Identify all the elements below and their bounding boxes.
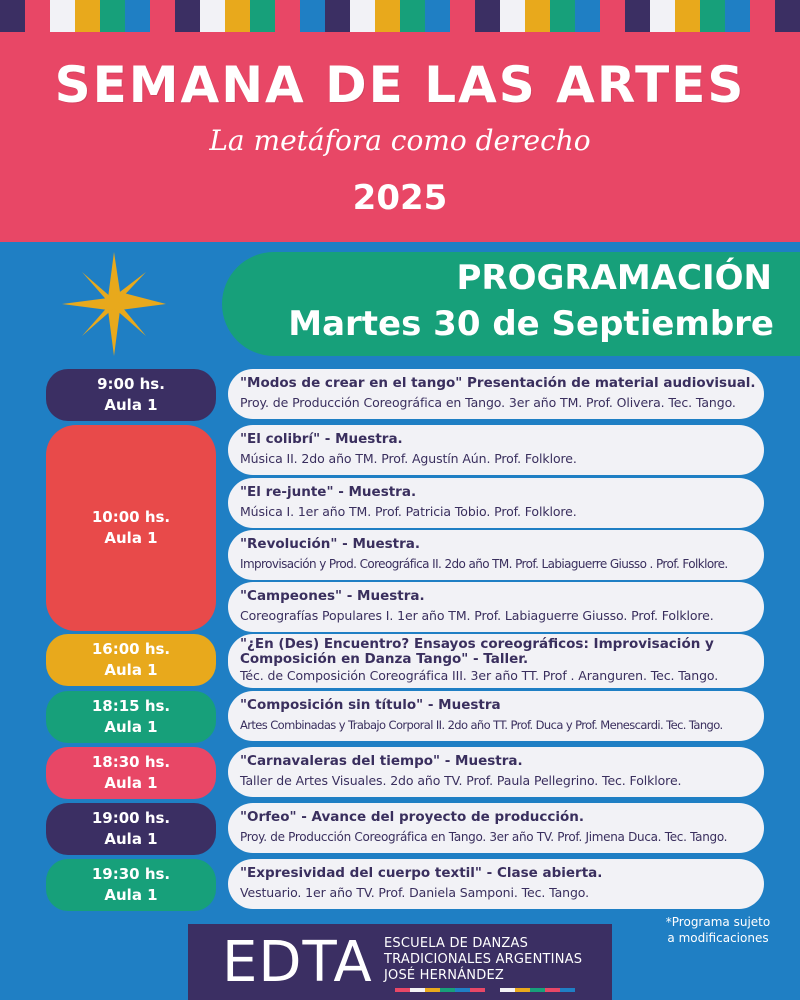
event-card-revolucion (228, 530, 764, 580)
logo-stripe-segment (485, 988, 500, 992)
event-title: "Expresividad del cuerpo textil" - Clase abierta. (240, 865, 603, 881)
stripe-segment (525, 0, 550, 32)
event-card-en-des-encuentro (228, 634, 764, 688)
event-card-carnavaleras (228, 747, 764, 797)
stripe-segment (775, 0, 800, 32)
event-title: "¿En (Des) Encuentro? Ensayos coreográficos: Improvisación y Composición en Danza Tango" - Taller. (240, 636, 714, 667)
logo-stripe-segment (440, 988, 455, 992)
event-detail: Música II. 2do año TM. Prof. Agustín Aún. Prof. Folklore. (240, 451, 577, 466)
event-card-orfeo (228, 803, 764, 853)
logo-stripe-segment (515, 988, 530, 992)
time-label: 19:00 hs. (91, 809, 171, 827)
time-slot-1930 (46, 859, 216, 911)
event-card-campeones (228, 582, 764, 632)
event-title: "Revolución" - Muestra. (240, 536, 421, 552)
logo-acronym: EDTA (222, 930, 373, 995)
logo-stripe-segment (380, 988, 395, 992)
stripe-segment (575, 0, 600, 32)
time-label: 9:00 hs. (97, 375, 165, 393)
logo-stripe-segment (560, 988, 575, 992)
stripe-segment (50, 0, 75, 32)
stripe-segment (600, 0, 625, 32)
time-slot-0900 (46, 369, 216, 421)
room-label: Aula 1 (104, 529, 158, 547)
stripe-segment (625, 0, 650, 32)
room-label: Aula 1 (104, 718, 158, 736)
logo-line-2: TRADICIONALES ARGENTINAS (384, 952, 583, 967)
stripe-segment (500, 0, 525, 32)
stripe-segment (275, 0, 300, 32)
event-detail: Coreografías Populares I. 1er año TM. Prof. Labiaguerre Giusso. Prof. Folklore. (240, 608, 714, 623)
event-detail: Música I. 1er año TM. Prof. Patricia Tobio. Prof. Folklore. (240, 504, 577, 519)
time-label: 18:15 hs. (91, 697, 171, 715)
stripe-segment (700, 0, 725, 32)
logo-stripe-segment (425, 988, 440, 992)
stripe-segment (650, 0, 675, 32)
logo-stripe-segment (575, 988, 590, 992)
room-label: Aula 1 (104, 774, 158, 792)
stripe-segment (75, 0, 100, 32)
logo-stripe-segment (395, 988, 410, 992)
event-card-modos-de-crear (228, 369, 764, 419)
event-detail: Artes Combinadas y Trabajo Corporal II. 2do año TT. Prof. Duca y Prof. Menescardi. Tec. Tango. (240, 718, 723, 732)
star-icon (62, 252, 166, 356)
stripe-segment (475, 0, 500, 32)
room-label: Aula 1 (104, 661, 158, 679)
event-title: "Carnavaleras del tiempo" - Muestra. (240, 753, 523, 769)
logo-line-1: ESCUELA DE DANZAS (384, 936, 529, 951)
stripe-segment (550, 0, 575, 32)
event-detail: Improvisación y Prod. Coreográfica II. 2do año TM. Prof. Labiaguerre Giusso . Prof. Folklore. (240, 557, 728, 571)
event-detail: Téc. de Composición Coreográfica III. 3er año TT. Prof . Aranguren. Tec. Tango. (240, 668, 719, 683)
event-detail: Proy. de Producción Coreográfica en Tango. 3er año TV. Prof. Jimena Duca. Tec. Tango. (240, 830, 728, 844)
event-card-expresividad (228, 859, 764, 909)
event-title: "Composición sin título" - Muestra (240, 697, 501, 713)
stripe-segment (400, 0, 425, 32)
logo-stripe-segment (545, 988, 560, 992)
stripe-segment (425, 0, 450, 32)
event-title: "Modos de crear en el tango" Presentación de material audiovisual. (240, 375, 756, 391)
stripe-segment (375, 0, 400, 32)
event-detail: Vestuario. 1er año TV. Prof. Daniela Samponi. Tec. Tango. (240, 885, 589, 900)
page-subtitle: La metáfora como derecho (209, 124, 591, 157)
stripe-segment (100, 0, 125, 32)
stripe-segment (725, 0, 750, 32)
event-card-composicion-sin-titulo (228, 691, 764, 741)
event-card-el-colibri (228, 425, 764, 475)
room-label: Aula 1 (104, 396, 158, 414)
stripe-segment (25, 0, 50, 32)
logo-color-stripe (380, 988, 590, 992)
stripe-segment (125, 0, 150, 32)
logo-stripe-segment (470, 988, 485, 992)
time-slot-1815 (46, 691, 216, 743)
stripe-segment (300, 0, 325, 32)
time-label: 10:00 hs. (91, 508, 171, 526)
footnote (648, 914, 788, 946)
time-slot-1000 (46, 425, 216, 631)
event-detail: Taller de Artes Visuales. 2do año TV. Prof. Paula Pellegrino. Tec. Folklore. (240, 773, 682, 788)
stripe-segment (250, 0, 275, 32)
stripe-segment (175, 0, 200, 32)
event-title: "Campeones" - Muestra. (240, 588, 425, 604)
stripe-segment (750, 0, 775, 32)
page-year: 2025 (352, 178, 448, 218)
footnote-line-1: *Programa sujeto (665, 915, 771, 929)
stripe-segment (200, 0, 225, 32)
event-card-el-re-junte (228, 478, 764, 528)
programacion-heading: PROGRAMACIÓN (456, 258, 772, 298)
time-slot-1830 (46, 747, 216, 799)
header-banner (0, 32, 800, 242)
event-title: "El re-junte" - Muestra. (240, 484, 417, 500)
stripe-segment (225, 0, 250, 32)
page-title: SEMANA DE LAS ARTES (54, 56, 746, 114)
logo-line-3: JOSÉ HERNÁNDEZ (384, 968, 504, 983)
stripe-segment (150, 0, 175, 32)
event-title: "Orfeo" - Avance del proyecto de producción. (240, 809, 585, 825)
logo-stripe-segment (530, 988, 545, 992)
room-label: Aula 1 (104, 830, 158, 848)
time-label: 18:30 hs. (91, 753, 171, 771)
stripe-segment (350, 0, 375, 32)
time-slot-1600 (46, 634, 216, 686)
school-logo (188, 924, 612, 1000)
time-label: 16:00 hs. (91, 640, 171, 658)
event-title: "El colibrí" - Muestra. (240, 431, 403, 447)
stripe-segment (0, 0, 25, 32)
logo-stripe-segment (455, 988, 470, 992)
logo-fullname (384, 936, 582, 984)
logo-stripe-segment (410, 988, 425, 992)
stripe-segment (325, 0, 350, 32)
footnote-line-2: a modificaciones (667, 931, 769, 945)
stripe-segment (675, 0, 700, 32)
top-color-stripe (0, 0, 800, 32)
event-detail: Proy. de Producción Coreográfica en Tango. 3er año TM. Prof. Olivera. Tec. Tango. (240, 395, 736, 410)
logo-stripe-segment (500, 988, 515, 992)
stripe-segment (450, 0, 475, 32)
time-slot-1900 (46, 803, 216, 855)
programacion-date: Martes 30 de Septiembre (288, 304, 774, 344)
time-label: 19:30 hs. (91, 865, 171, 883)
room-label: Aula 1 (104, 886, 158, 904)
